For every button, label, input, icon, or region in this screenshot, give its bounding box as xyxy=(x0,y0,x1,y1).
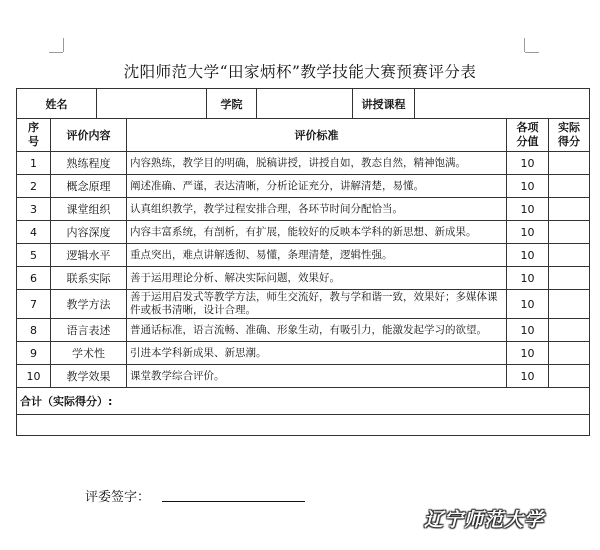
course-label: 讲授课程 xyxy=(353,89,415,119)
total-label: 合计（实际得分）: xyxy=(17,388,590,415)
item-score-field[interactable] xyxy=(549,342,590,365)
total-row xyxy=(17,388,590,415)
name-field[interactable] xyxy=(97,89,207,119)
item-criteria: 善于运用理论分析、解决实际问题，效果好。 xyxy=(127,267,507,290)
info-row xyxy=(17,89,590,119)
table-row xyxy=(17,244,590,267)
item-number: 9 xyxy=(17,342,51,365)
header-index: 序号 xyxy=(17,119,51,152)
table-row xyxy=(17,175,590,198)
item-points: 10 xyxy=(507,244,549,267)
item-points: 10 xyxy=(507,152,549,175)
item-points: 10 xyxy=(507,365,549,388)
item-points: 10 xyxy=(507,342,549,365)
item-number: 6 xyxy=(17,267,51,290)
table-row xyxy=(17,221,590,244)
item-criteria: 善于运用启发式等教学方法，师生交流好，教与学和谐一致，效果好；多媒体课件或板书清晰，设计合理。 xyxy=(127,290,507,319)
item-points: 10 xyxy=(507,175,549,198)
item-content: 内容深度 xyxy=(51,221,127,244)
item-criteria: 引进本学科新成果、新思潮。 xyxy=(127,342,507,365)
item-points: 10 xyxy=(507,198,549,221)
table-row xyxy=(17,152,590,175)
table-row xyxy=(17,267,590,290)
item-criteria: 内容丰富系统，有剖析，有扩展，能较好的反映本学科的新思想、新成果。 xyxy=(127,221,507,244)
signature-label: 评委签字： xyxy=(85,490,151,505)
document-title: 沈阳师范大学“田家炳杯”教学技能大赛预赛评分表 xyxy=(123,63,477,81)
item-content: 联系实际 xyxy=(51,267,127,290)
item-content: 课堂组织 xyxy=(51,198,127,221)
item-points: 10 xyxy=(507,319,549,342)
header-criteria: 评价标准 xyxy=(127,119,507,152)
item-content: 概念原理 xyxy=(51,175,127,198)
item-number: 2 xyxy=(17,175,51,198)
item-content: 熟练程度 xyxy=(51,152,127,175)
item-content: 学术性 xyxy=(51,342,127,365)
item-score-field[interactable] xyxy=(549,175,590,198)
item-score-field[interactable] xyxy=(549,267,590,290)
table-row xyxy=(17,319,590,342)
header-row xyxy=(17,119,590,152)
item-score-field[interactable] xyxy=(549,365,590,388)
signature-line[interactable] xyxy=(162,501,305,502)
item-number: 3 xyxy=(17,198,51,221)
item-number: 10 xyxy=(17,365,51,388)
item-criteria: 重点突出，难点讲解透彻、易懂，条理清楚，逻辑性强。 xyxy=(127,244,507,267)
table-row xyxy=(17,198,590,221)
name-label: 姓名 xyxy=(17,89,97,119)
course-field[interactable] xyxy=(415,89,590,119)
header-points: 各项分值 xyxy=(507,119,549,152)
score-table xyxy=(16,88,590,436)
college-field[interactable] xyxy=(257,89,353,119)
watermark-text: 辽宁师范大学 xyxy=(424,509,545,531)
item-points: 10 xyxy=(507,290,549,319)
item-score-field[interactable] xyxy=(549,198,590,221)
header-actual: 实际得分 xyxy=(549,119,590,152)
header-content: 评价内容 xyxy=(51,119,127,152)
item-criteria: 普通话标准，语言流畅、准确、形象生动，有吸引力，能激发起学习的欲望。 xyxy=(127,319,507,342)
item-content: 教学方法 xyxy=(51,290,127,319)
item-score-field[interactable] xyxy=(549,244,590,267)
item-score-field[interactable] xyxy=(549,319,590,342)
table-row xyxy=(17,342,590,365)
item-criteria: 内容熟练，教学目的明确，脱稿讲授，讲授自如，教态自然，精神饱满。 xyxy=(127,152,507,175)
item-number: 1 xyxy=(17,152,51,175)
table-row xyxy=(17,365,590,388)
item-content: 教学效果 xyxy=(51,365,127,388)
item-score-field[interactable] xyxy=(549,152,590,175)
item-content: 逻辑水平 xyxy=(51,244,127,267)
item-criteria: 课堂教学综合评价。 xyxy=(127,365,507,388)
table-row xyxy=(17,290,590,319)
item-number: 7 xyxy=(17,290,51,319)
item-score-field[interactable] xyxy=(549,221,590,244)
item-score-field[interactable] xyxy=(549,290,590,319)
item-number: 5 xyxy=(17,244,51,267)
item-number: 4 xyxy=(17,221,51,244)
total-field[interactable] xyxy=(17,415,590,436)
item-criteria: 阐述准确、严谨，表达清晰，分析论证充分，讲解清楚，易懂。 xyxy=(127,175,507,198)
item-content: 语言表述 xyxy=(51,319,127,342)
item-points: 10 xyxy=(507,221,549,244)
total-blank-row xyxy=(17,415,590,436)
item-criteria: 认真组织教学，教学过程安排合理，各环节时间分配恰当。 xyxy=(127,198,507,221)
item-number: 8 xyxy=(17,319,51,342)
college-label: 学院 xyxy=(207,89,257,119)
item-points: 10 xyxy=(507,267,549,290)
